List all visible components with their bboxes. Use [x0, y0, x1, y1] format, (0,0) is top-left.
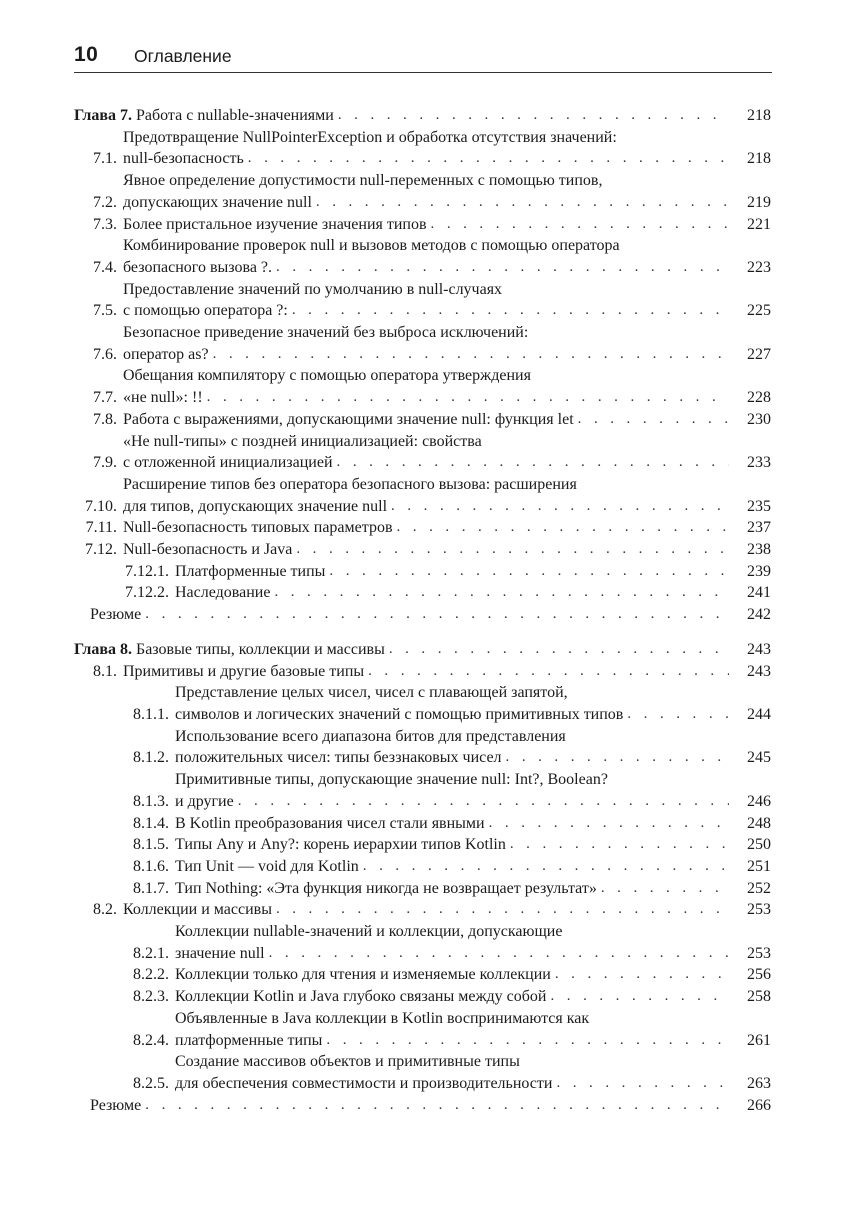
- entry-title: для типов, допускающих значение null: [123, 497, 388, 515]
- entry-page-number: 242: [747, 606, 771, 624]
- entry-number: 8.1.7.: [133, 879, 169, 897]
- entry-title: Тип Unit — void для Kotlin: [175, 857, 359, 875]
- entry-title: Резюме: [90, 1096, 142, 1114]
- entry-title-line: Примитивные типы, допускающие значение null: Int?, Boolean?: [175, 771, 608, 789]
- entry-number: 7.5.: [93, 302, 117, 320]
- entry-page-number: 235: [747, 497, 771, 515]
- entry-page-number: 228: [747, 389, 771, 407]
- toc-entry-section[interactable]: [74, 474, 771, 517]
- entry-title: Работа с nullable-значениями: [136, 107, 334, 124]
- entry-page-number: 266: [747, 1096, 771, 1114]
- entry-number: 7.12.2.: [125, 584, 169, 602]
- entry-number: 7.6.: [93, 345, 117, 363]
- entry-number: 7.12.: [85, 541, 117, 559]
- entry-page-number: 258: [747, 988, 771, 1006]
- entry-number: 7.10.: [85, 497, 117, 515]
- entry-title: с помощью оператора ?:: [123, 302, 288, 320]
- entry-title: безопасного вызова ?.: [123, 258, 273, 276]
- entry-page-number: 241: [747, 584, 771, 602]
- toc-entry-subsection[interactable]: [74, 1008, 771, 1051]
- entry-title: Коллекции и массивы: [123, 901, 272, 919]
- entry-page-number: 246: [747, 792, 771, 810]
- toc-entry-subsection[interactable]: [74, 769, 771, 812]
- entry-number: 7.1.: [93, 150, 117, 168]
- dot-leader: [269, 943, 729, 965]
- entry-number: 8.2.2.: [133, 966, 169, 984]
- dot-leader: [238, 791, 729, 813]
- entry-page-number: 256: [747, 966, 771, 984]
- dot-leader: [337, 452, 729, 474]
- dot-leader: [489, 813, 729, 835]
- entry-number: 7.4.: [93, 258, 117, 276]
- entry-title: допускающих значение null: [123, 193, 312, 211]
- toc-entry-summary[interactable]: [74, 1095, 771, 1117]
- entry-title: положительных чисел: типы беззнаковых чисел: [175, 749, 502, 767]
- running-title: Оглавление: [134, 46, 232, 66]
- entry-number: 8.1.3.: [133, 792, 169, 810]
- toc-entry-summary[interactable]: [74, 604, 771, 626]
- entry-title: платформенные типы: [175, 1031, 323, 1049]
- dot-leader: [326, 1030, 729, 1052]
- toc-entry-section[interactable]: [74, 517, 771, 539]
- toc-entry-subsection[interactable]: [74, 834, 771, 856]
- entry-page-number: 233: [747, 454, 771, 472]
- entry-title: null-безопасность: [123, 150, 244, 168]
- toc-entry-chapter[interactable]: [74, 105, 771, 127]
- dot-leader: [555, 964, 729, 986]
- entry-page-number: 227: [747, 345, 771, 363]
- entry-title-line: Предотвращение NullPointerException и обработка отсутствия значений:: [123, 128, 617, 146]
- entry-page-number: 244: [747, 705, 771, 723]
- entry-title: оператор as?: [123, 345, 209, 363]
- entry-page-number: 243: [747, 662, 771, 680]
- dot-leader: [276, 257, 729, 279]
- entry-page-number: 239: [747, 562, 771, 580]
- dot-leader: [207, 387, 729, 409]
- entry-title: для обеспечения совместимости и производительности: [175, 1074, 553, 1092]
- toc-entry-subsection[interactable]: [74, 921, 771, 964]
- toc-entry-section[interactable]: [74, 661, 771, 683]
- entry-number: Глава 7.: [74, 107, 132, 124]
- entry-number: 8.1.6.: [133, 857, 169, 875]
- entry-title: Примитивы и другие базовые типы: [123, 662, 365, 680]
- entry-title: Коллекции Kotlin и Java глубоко связаны между собой: [175, 988, 547, 1006]
- toc-entry-section[interactable]: [74, 170, 771, 213]
- entry-number: 8.2.5.: [133, 1074, 169, 1092]
- entry-number: 7.2.: [93, 193, 117, 211]
- entry-number: 7.3.: [93, 215, 117, 233]
- toc-entry-section[interactable]: [74, 409, 771, 431]
- toc-entry-subsection[interactable]: [74, 964, 771, 986]
- dot-leader: [431, 214, 729, 236]
- entry-title: «не null»: !!: [123, 389, 203, 407]
- entry-number: 8.1.2.: [133, 749, 169, 767]
- entry-page-number: 261: [747, 1031, 771, 1049]
- dot-leader: [296, 539, 729, 561]
- toc-entry-chapter[interactable]: [74, 639, 771, 661]
- entry-page-number: 237: [747, 519, 771, 537]
- entry-page-number: 263: [747, 1074, 771, 1092]
- entry-page-number: 251: [747, 857, 771, 875]
- entry-page-number: 218: [747, 107, 771, 124]
- entry-title: Платформенные типы: [175, 562, 326, 580]
- entry-page-number: 230: [747, 410, 771, 428]
- toc-entry-section[interactable]: [74, 431, 771, 474]
- entry-title-line: «Не null-типы» с поздней инициализацией: свойства: [123, 432, 482, 450]
- entry-page-number: 219: [747, 193, 771, 211]
- entry-page-number: 225: [747, 302, 771, 320]
- entry-number: 8.1.: [93, 662, 117, 680]
- toc-entry-section[interactable]: [74, 899, 771, 921]
- toc-entry-section[interactable]: [74, 322, 771, 365]
- entry-title: В Kotlin преобразования чисел стали явными: [175, 814, 485, 832]
- dot-leader: [397, 517, 730, 539]
- entry-title: Null-безопасность и Java: [123, 541, 293, 559]
- dot-leader: [274, 582, 729, 604]
- dot-leader: [248, 148, 729, 170]
- toc-entry-subsection[interactable]: [74, 986, 771, 1008]
- toc-entry-subsection[interactable]: [74, 582, 771, 604]
- entry-number: 8.1.4.: [133, 814, 169, 832]
- entry-page-number: 253: [747, 944, 771, 962]
- entry-page-number: 221: [747, 215, 771, 233]
- entry-page-number: 223: [747, 258, 771, 276]
- toc-entry-subsection[interactable]: [74, 878, 771, 900]
- toc-entry-subsection[interactable]: [74, 1051, 771, 1094]
- entry-title: Коллекции только для чтения и изменяемые коллекции: [175, 966, 551, 984]
- entry-number: 8.2.1.: [133, 944, 169, 962]
- toc-entry-subsection[interactable]: [74, 813, 771, 835]
- toc-entry-section[interactable]: [74, 279, 771, 322]
- entry-page-number: 245: [747, 749, 771, 767]
- entry-title-line: Коллекции nullable-значений и коллекции, допускающие: [175, 923, 563, 941]
- entry-title: и другие: [175, 792, 234, 810]
- entry-page-number: 248: [747, 814, 771, 832]
- entry-number: 7.9.: [93, 454, 117, 472]
- dot-leader: [329, 561, 729, 583]
- entry-title-line: Предоставление значений по умолчанию в null-случаях: [123, 280, 503, 298]
- toc-entry-subsection[interactable]: [74, 726, 771, 769]
- entry-title-line: Безопасное приведение значений без выброса исключений:: [123, 324, 529, 342]
- entry-title: Null-безопасность типовых параметров: [123, 519, 393, 537]
- entry-title: Более пристальное изучение значения типов: [123, 215, 427, 233]
- dot-leader: [338, 105, 729, 127]
- dot-leader: [368, 661, 729, 683]
- dot-leader: [391, 496, 729, 518]
- dot-leader: [363, 856, 729, 878]
- toc-entry-section[interactable]: [74, 365, 771, 408]
- dot-leader: [510, 834, 729, 856]
- entry-title-line: Обещания компилятору с помощью оператора утверждения: [123, 367, 531, 385]
- toc-entry-section[interactable]: [74, 539, 771, 561]
- running-head: [74, 40, 772, 73]
- entry-title: Тип Nothing: «Эта функция никогда не возвращает результат»: [175, 879, 597, 897]
- toc-entry-section[interactable]: [74, 214, 771, 236]
- entry-title-line: Создание массивов объектов и примитивные типы: [175, 1053, 520, 1071]
- entry-number: 8.1.5.: [133, 836, 169, 854]
- entry-number: 8.1.1.: [133, 705, 169, 723]
- dot-leader: [389, 639, 729, 661]
- dot-leader: [556, 1073, 729, 1095]
- dot-leader: [213, 344, 729, 366]
- entry-title: символов и логических значений с помощью примитивных типов: [175, 705, 624, 723]
- entry-number: Глава 8.: [74, 640, 132, 658]
- entry-page-number: 243: [747, 640, 771, 658]
- toc-entry-subsection[interactable]: [74, 856, 771, 878]
- dot-leader: [578, 409, 729, 431]
- entry-title-line: Явное определение допустимости null-переменных с помощью типов,: [123, 172, 603, 190]
- dot-leader: [550, 986, 729, 1008]
- entry-title-line: Объявленные в Java коллекции в Kotlin воспринимаются как: [175, 1009, 590, 1027]
- entry-title: Резюме: [90, 606, 142, 624]
- dot-leader: [292, 300, 729, 322]
- page-number: 10: [74, 43, 99, 66]
- entry-number: 8.2.4.: [133, 1031, 169, 1049]
- table-of-contents: [74, 105, 771, 1129]
- toc-entry-section[interactable]: [74, 235, 771, 278]
- entry-page-number: 252: [747, 879, 771, 897]
- entry-number: 7.8.: [93, 410, 117, 428]
- entry-title: Наследование: [175, 584, 271, 602]
- entry-number: 8.2.: [93, 901, 117, 919]
- dot-leader: [627, 704, 729, 726]
- entry-title: Работа с выражениями, допускающими значение null: функция let: [123, 410, 574, 428]
- entry-page-number: 238: [747, 541, 771, 559]
- dot-leader: [276, 899, 729, 921]
- entry-number: 8.2.3.: [133, 988, 169, 1006]
- toc-entry-section[interactable]: [74, 127, 771, 170]
- entry-page-number: 250: [747, 836, 771, 854]
- toc-chapter: [74, 105, 771, 626]
- dot-leader: [316, 192, 729, 214]
- entry-number: 7.12.1.: [125, 562, 169, 580]
- entry-number: 7.11.: [85, 519, 117, 537]
- entry-page-number: 218: [747, 150, 771, 168]
- entry-title-line: Использование всего диапазона битов для представления: [175, 727, 566, 745]
- entry-title-line: Комбинирование проверок null и вызовов методов с помощью оператора: [123, 237, 620, 255]
- entry-page-number: 253: [747, 901, 771, 919]
- toc-chapter: [74, 639, 771, 1116]
- dot-leader: [601, 878, 729, 900]
- dot-leader: [506, 747, 729, 769]
- entry-title-line: Расширение типов без оператора безопасного вызова: расширения: [123, 475, 577, 493]
- entry-title-line: Представление целых чисел, чисел с плавающей запятой,: [175, 684, 568, 702]
- entry-title: Типы Any и Any?: корень иерархии типов Kotlin: [175, 836, 506, 854]
- entry-title: с отложенной инициализацией: [123, 454, 333, 472]
- entry-title: значение null: [175, 944, 265, 962]
- toc-entry-subsection[interactable]: [74, 561, 771, 583]
- dot-leader: [145, 604, 729, 626]
- toc-entry-subsection[interactable]: [74, 682, 771, 725]
- entry-title: Базовые типы, коллекции и массивы: [136, 640, 385, 658]
- dot-leader: [145, 1095, 729, 1117]
- entry-number: 7.7.: [93, 389, 117, 407]
